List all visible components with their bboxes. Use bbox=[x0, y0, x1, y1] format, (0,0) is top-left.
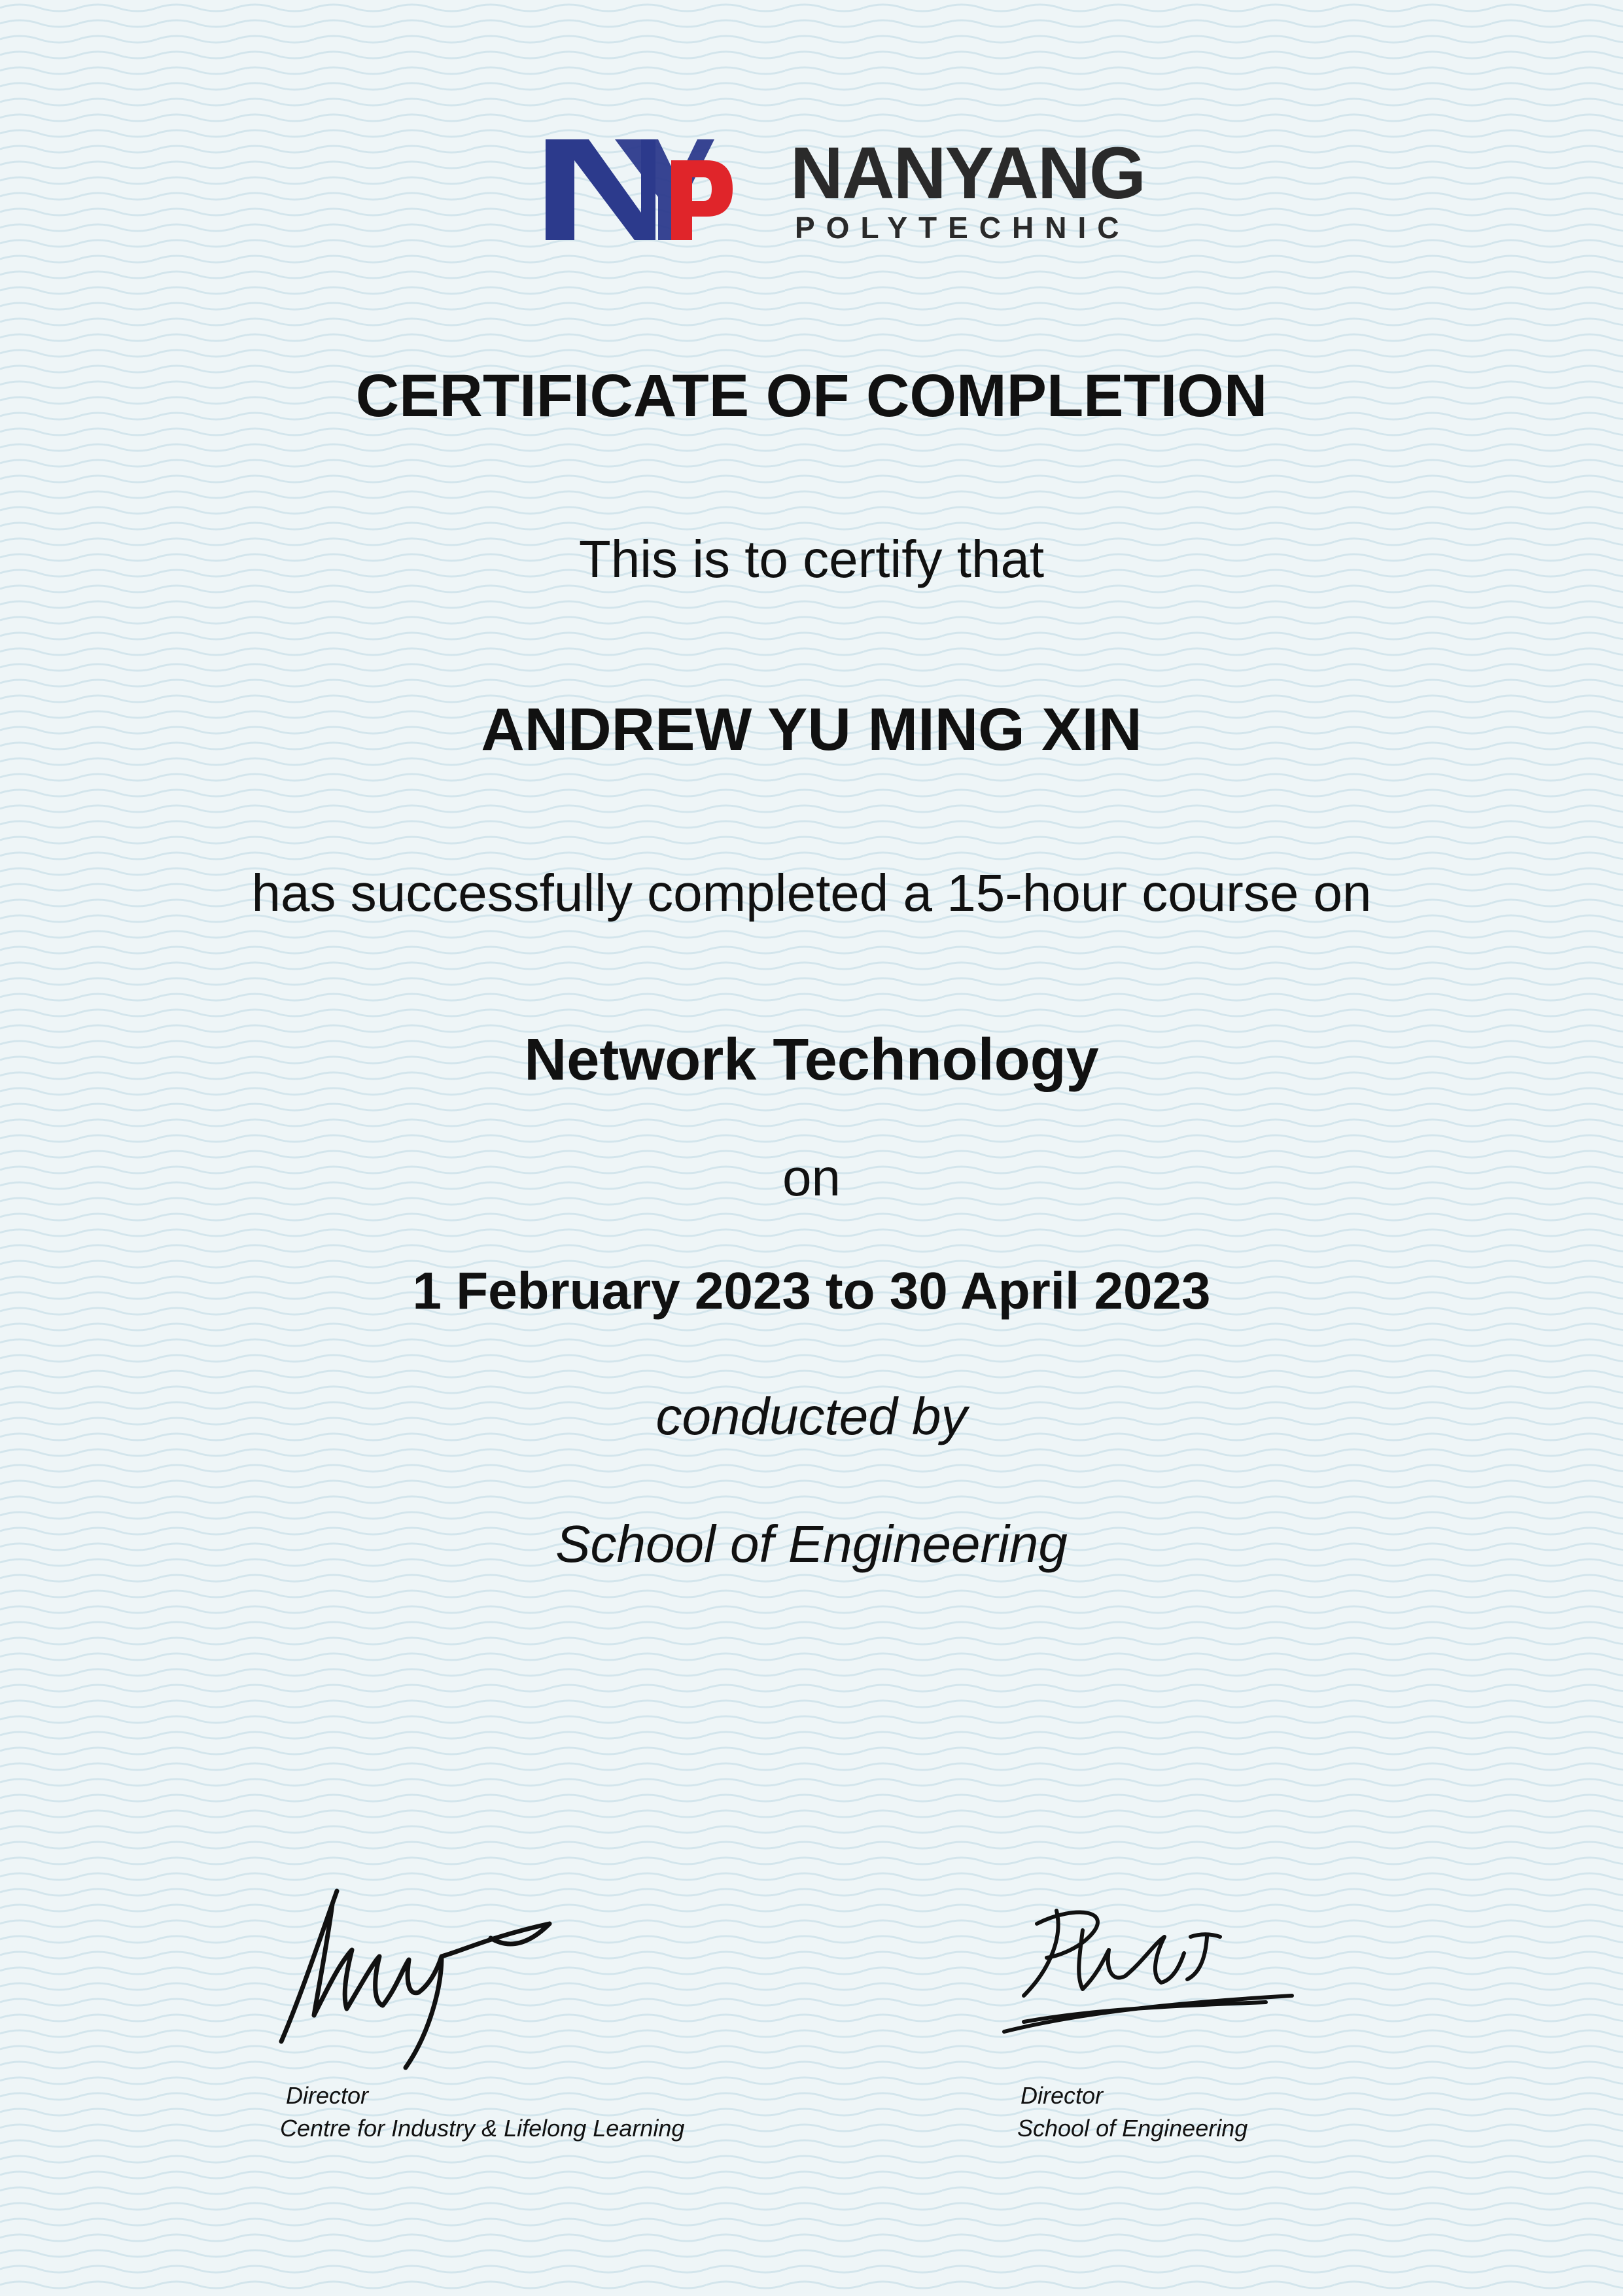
completion-statement: has successfully completed a 15-hour course on bbox=[251, 864, 1372, 922]
conducted-by-text: conducted by bbox=[655, 1387, 968, 1445]
nyp-logo-mark bbox=[543, 134, 733, 245]
certificate-title: CERTIFICATE OF COMPLETION bbox=[355, 362, 1268, 429]
signature-right bbox=[985, 1898, 1299, 2041]
course-name: Network Technology bbox=[524, 1027, 1099, 1093]
conducting-school: School of Engineering bbox=[555, 1515, 1068, 1573]
logo-name: NANYANG bbox=[790, 132, 1145, 214]
signature-left bbox=[275, 1884, 563, 2074]
nyp-logo bbox=[543, 132, 1145, 245]
right-signatory-title: Director bbox=[1021, 2082, 1104, 2109]
left-signatory-title: Director bbox=[286, 2082, 369, 2109]
certify-intro: This is to certify that bbox=[578, 530, 1045, 588]
recipient-name: ANDREW YU MING XIN bbox=[481, 696, 1142, 763]
course-dates: 1 February 2023 to 30 April 2023 bbox=[412, 1262, 1211, 1320]
logo-subtitle: POLYTECHNIC bbox=[795, 211, 1130, 245]
right-signatory-unit: School of Engineering bbox=[1017, 2115, 1248, 2142]
left-signatory-unit: Centre for Industry & Lifelong Learning bbox=[280, 2115, 685, 2142]
on-text: on bbox=[782, 1148, 841, 1207]
